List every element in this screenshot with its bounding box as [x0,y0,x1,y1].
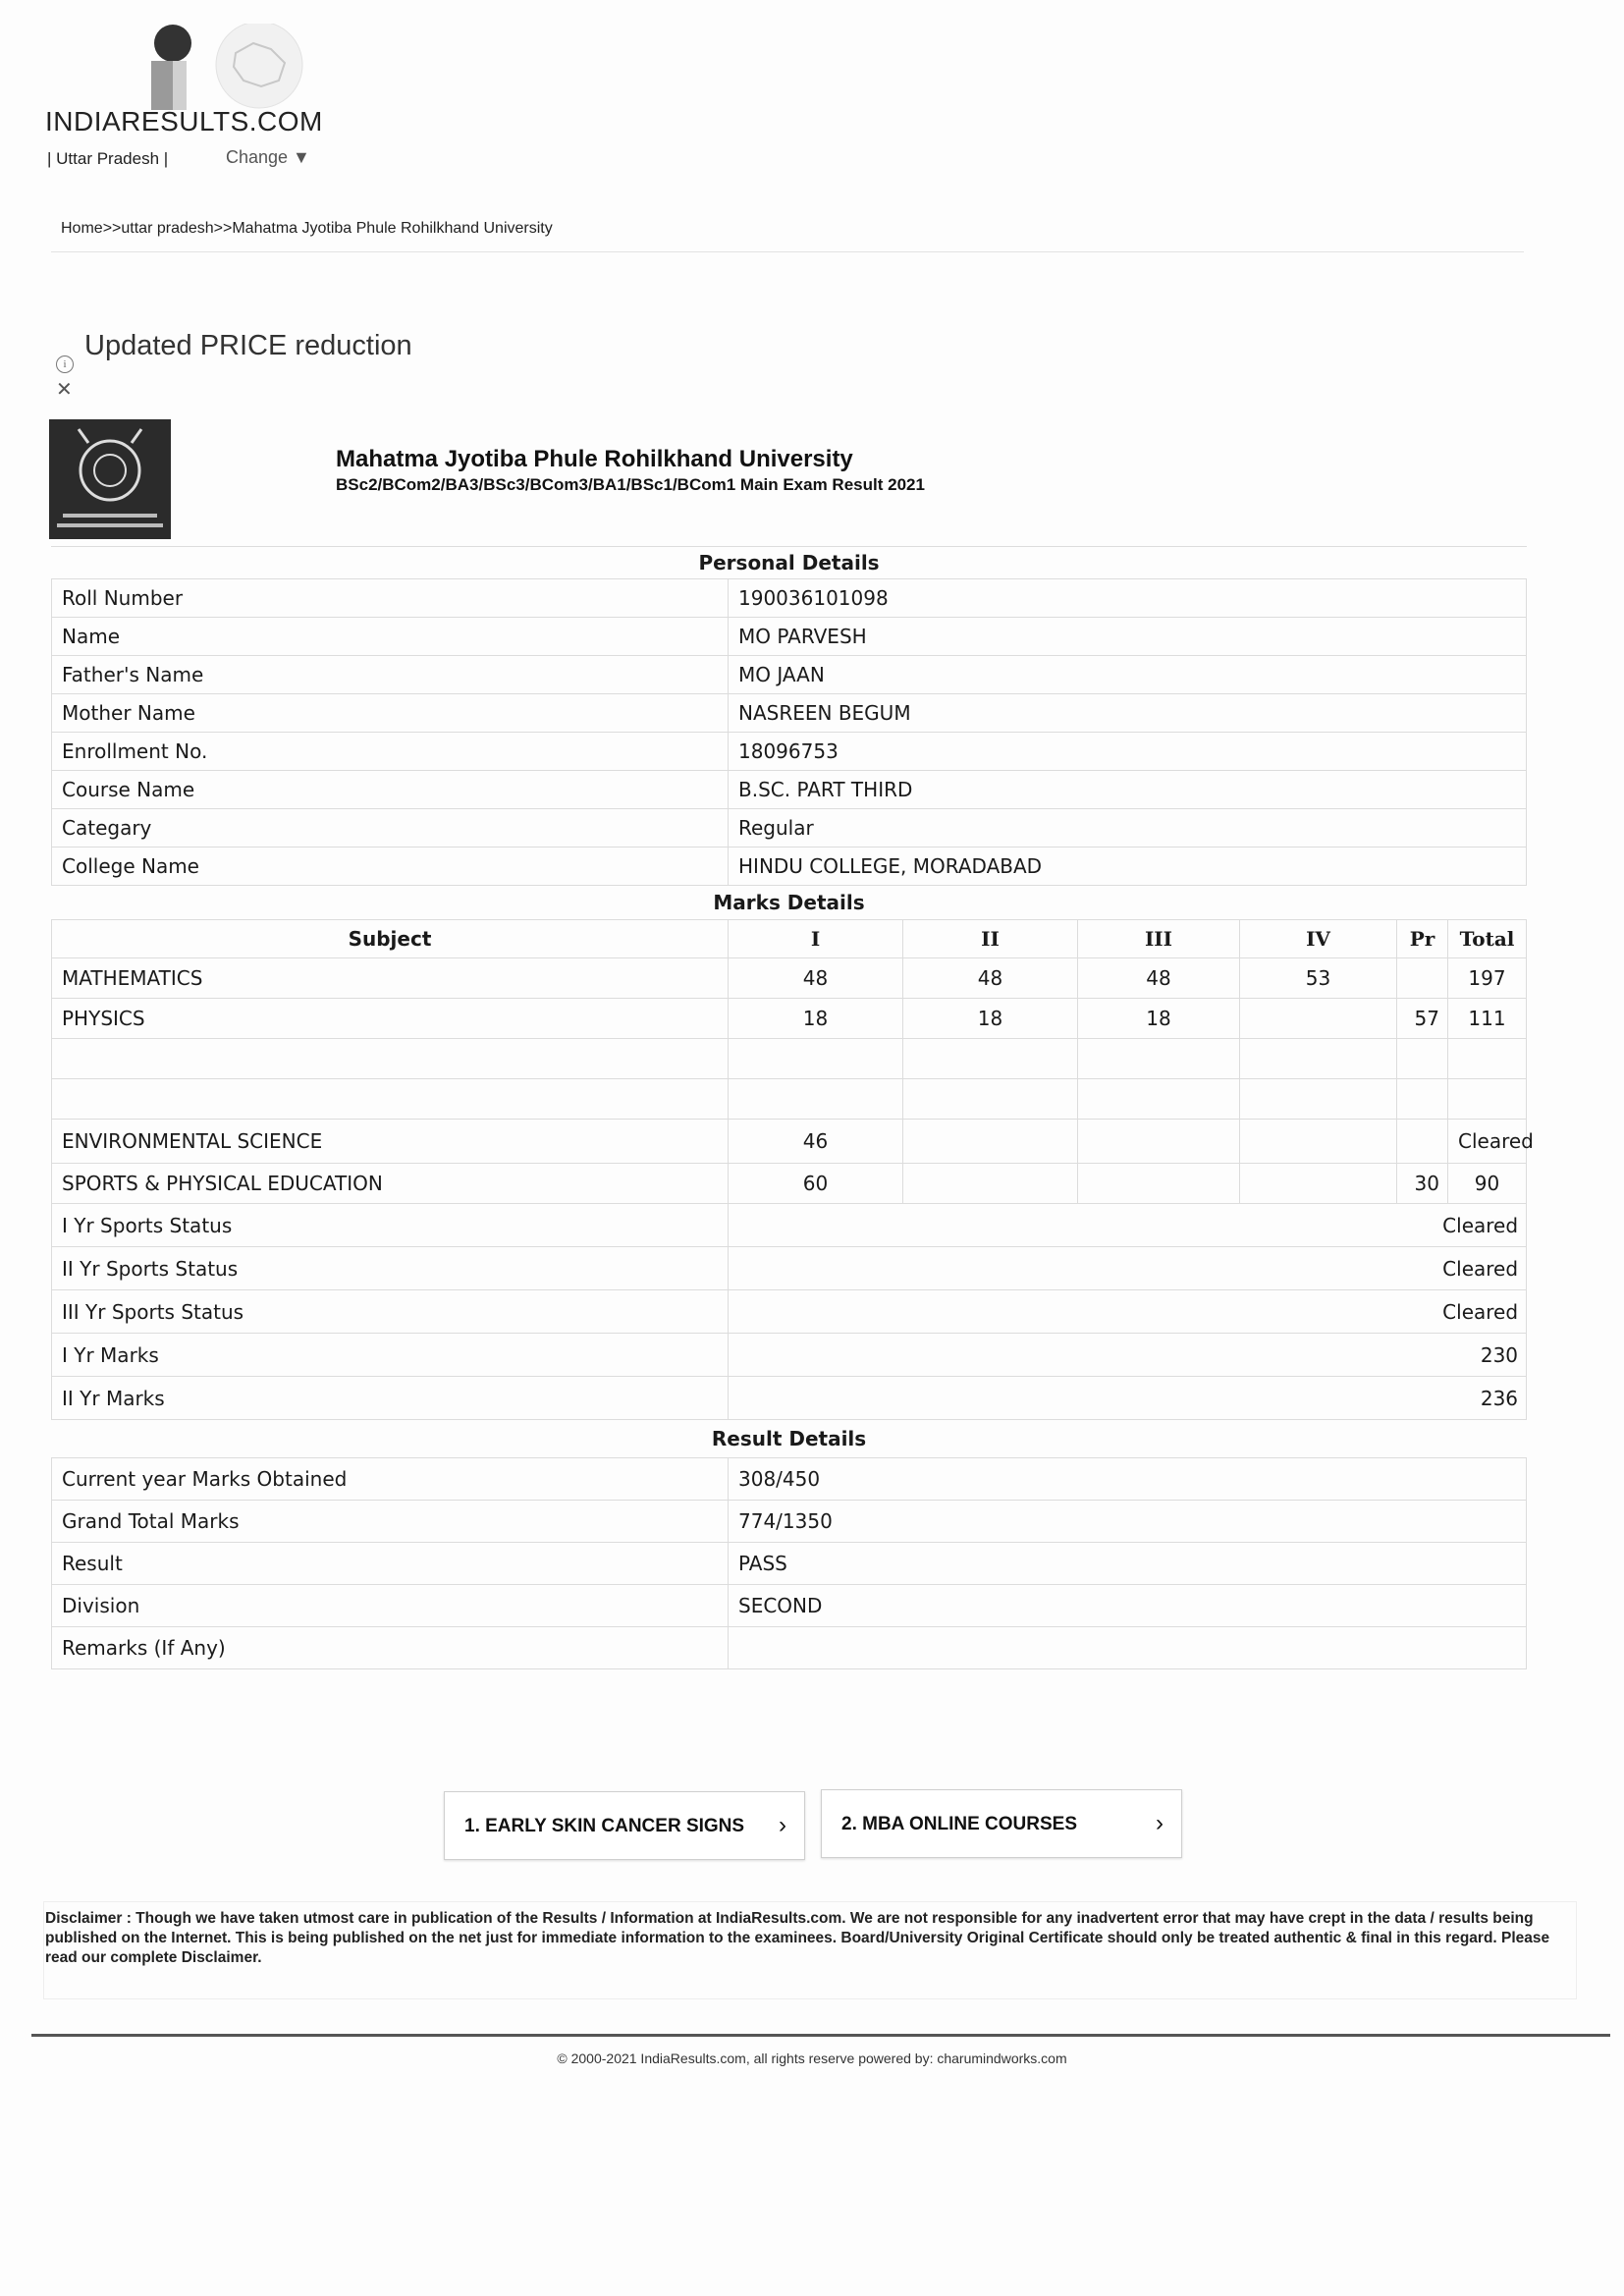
column-header-pr: Pr [1397,920,1448,958]
section-heading-row [52,547,1527,579]
field-label: Mother Name [52,694,729,733]
result-row [52,1501,1527,1543]
change-state-link[interactable]: Change ▼ [226,147,310,167]
mark-p3 [1078,1079,1240,1120]
field-value: MO JAAN [729,656,1527,694]
link-label: 1. EARLY SKIN CANCER SIGNS [464,1816,745,1836]
section-heading-row [52,1420,1527,1458]
copyright: © 2000-2021 IndiaResults.com, all rights reserve powered by: charumindworks.com [557,2050,1067,2066]
close-icon[interactable]: ✕ [56,377,73,401]
summary-value: Cleared [729,1290,1527,1334]
mark-p2 [903,1079,1078,1120]
summary-label: II Yr Marks [52,1377,729,1420]
field-value: 308/450 [729,1458,1527,1501]
field-label: Name [52,618,729,656]
link-early-skin-cancer-signs[interactable] [444,1791,805,1860]
breadcrumb-separator: >> [102,220,122,237]
exam-title: BSc2/BCom2/BA3/BSc3/BCom3/BA1/BSc1/BCom1 Main Exam Result 2021 [336,475,925,494]
mark-p1: 48 [729,958,903,999]
field-label: Remarks (If Any) [52,1627,729,1669]
field-label: Current year Marks Obtained [52,1458,729,1501]
mark-pr [1397,958,1448,999]
column-header-p4: IV [1240,920,1397,958]
indiaresults-logo-icon [145,24,314,114]
personal-row [52,656,1527,694]
university-logo [49,419,171,539]
chevron-right-icon: › [1156,1810,1164,1836]
field-value: 190036101098 [729,579,1527,618]
field-value: SECOND [729,1585,1527,1627]
mark-p1: 46 [729,1120,903,1164]
summary-row [52,1290,1527,1334]
field-value: B.SC. PART THIRD [729,771,1527,809]
field-value: NASREEN BEGUM [729,694,1527,733]
chevron-right-icon: › [779,1812,786,1838]
summary-value: 236 [729,1377,1527,1420]
field-label: Grand Total Marks [52,1501,729,1543]
mark-p4 [1240,1164,1397,1204]
personal-row [52,847,1527,886]
summary-label: I Yr Sports Status [52,1204,729,1247]
field-label: Result [52,1543,729,1585]
mark-p3: 18 [1078,999,1240,1039]
subject-name: ENVIRONMENTAL SCIENCE [52,1120,729,1164]
link-mba-online-courses[interactable] [821,1789,1182,1858]
field-value: 774/1350 [729,1501,1527,1543]
personal-row [52,618,1527,656]
summary-row [52,1204,1527,1247]
result-row [52,1627,1527,1669]
subject-name: SPORTS & PHYSICAL EDUCATION [52,1164,729,1204]
column-header-p1: I [729,920,903,958]
info-icon[interactable]: i [56,355,74,373]
mark-p3: 48 [1078,958,1240,999]
mark-p2 [903,1039,1078,1079]
summary-label: I Yr Marks [52,1334,729,1377]
personal-row [52,579,1527,618]
subject-row [52,1120,1527,1164]
summary-value: 230 [729,1334,1527,1377]
field-value: MO PARVESH [729,618,1527,656]
summary-row [52,1334,1527,1377]
summary-row [52,1247,1527,1290]
section-heading: Personal Details [52,547,1527,579]
university-emblem-icon [49,419,171,539]
link-label: 2. MBA ONLINE COURSES [841,1814,1077,1834]
mark-p1 [729,1079,903,1120]
mark-p4: 53 [1240,958,1397,999]
summary-value: Cleared [729,1247,1527,1290]
personal-row [52,809,1527,847]
field-label: Enrollment No. [52,733,729,771]
breadcrumb-state[interactable]: uttar pradesh [121,220,214,237]
site-name[interactable]: INDIARESULTS.COM [45,106,323,137]
mark-p4 [1240,1039,1397,1079]
mark-pr [1397,1079,1448,1120]
selected-state: | Uttar Pradesh | [47,149,169,168]
summary-label: III Yr Sports Status [52,1290,729,1334]
breadcrumb-university[interactable]: Mahatma Jyotiba Phule Rohilkhand University [232,220,553,237]
field-label: College Name [52,847,729,886]
mark-pr: 30 [1397,1164,1448,1204]
column-header-p2: II [903,920,1078,958]
mark-p3 [1078,1039,1240,1079]
field-label: Father's Name [52,656,729,694]
divider [51,251,1524,252]
field-label: Roll Number [52,579,729,618]
subject-row [52,958,1527,999]
section-heading: Result Details [52,1420,1527,1458]
university-name: Mahatma Jyotiba Phule Rohilkhand University [336,446,853,472]
mark-total: 90 [1448,1164,1527,1204]
field-value: 18096753 [729,733,1527,771]
field-label: Division [52,1585,729,1627]
field-value: PASS [729,1543,1527,1585]
mark-p4 [1240,1120,1397,1164]
mark-p2 [903,1120,1078,1164]
summary-label: II Yr Sports Status [52,1247,729,1290]
subject-row [52,1079,1527,1120]
mark-total: 197 [1448,958,1527,999]
field-value [729,1627,1527,1669]
mark-pr [1397,1120,1448,1164]
subject-row [52,1039,1527,1079]
mark-p1: 60 [729,1164,903,1204]
breadcrumb-separator: >> [213,220,233,237]
breadcrumb-home[interactable]: Home [61,220,103,237]
field-label: Categary [52,809,729,847]
subject-row [52,1164,1527,1204]
ad-title[interactable]: Updated PRICE reduction [84,330,412,361]
result-table [51,546,1534,1669]
section-heading: Marks Details [52,886,1527,920]
mark-p3 [1078,1164,1240,1204]
personal-row [52,694,1527,733]
summary-row [52,1377,1527,1420]
result-row [52,1543,1527,1585]
personal-row [52,771,1527,809]
mark-p2: 18 [903,999,1078,1039]
disclaimer-text: Disclaimer : Though we have taken utmost care in publication of the Results / Information at IndiaResults.com. We are not responsible for any inadvertent error that may have crept in the data / results being published on the Internet. This is being published on the net just for immediate information to the examinees. Board/University Original Certificate should only be treated authentic & final in this regard. Please read our complete [45,1910,1550,1966]
personal-row [52,733,1527,771]
disclaimer [45,1909,1561,1968]
field-value: HINDU COLLEGE, MORADABAD [729,847,1527,886]
mark-pr [1397,1039,1448,1079]
mark-p2 [903,1164,1078,1204]
mark-p2: 48 [903,958,1078,999]
column-header-subject: Subject [52,920,729,958]
column-header-total: Total [1448,920,1527,958]
subject-row [52,999,1527,1039]
mark-total [1448,1039,1527,1079]
section-heading-row [52,886,1527,920]
subject-name [52,1039,729,1079]
result-row [52,1458,1527,1501]
field-label: Course Name [52,771,729,809]
mark-total [1448,1079,1527,1120]
result-row [52,1585,1527,1627]
column-header-p3: III [1078,920,1240,958]
summary-value: Cleared [729,1204,1527,1247]
mark-p4 [1240,1079,1397,1120]
mark-p3 [1078,1120,1240,1164]
breadcrumb [61,220,553,238]
marks-header-row [52,920,1527,958]
mark-pr: 57 [1397,999,1448,1039]
subject-name: PHYSICS [52,999,729,1039]
field-value: Regular [729,809,1527,847]
disclaimer-link[interactable]: Disclaimer. [181,1949,262,1966]
mark-total: 111 [1448,999,1527,1039]
footer-divider [31,2034,1610,2037]
mark-p1 [729,1039,903,1079]
mark-p1: 18 [729,999,903,1039]
mark-total: Cleared [1448,1120,1527,1164]
subject-name: MATHEMATICS [52,958,729,999]
mark-p4 [1240,999,1397,1039]
subject-name [52,1079,729,1120]
